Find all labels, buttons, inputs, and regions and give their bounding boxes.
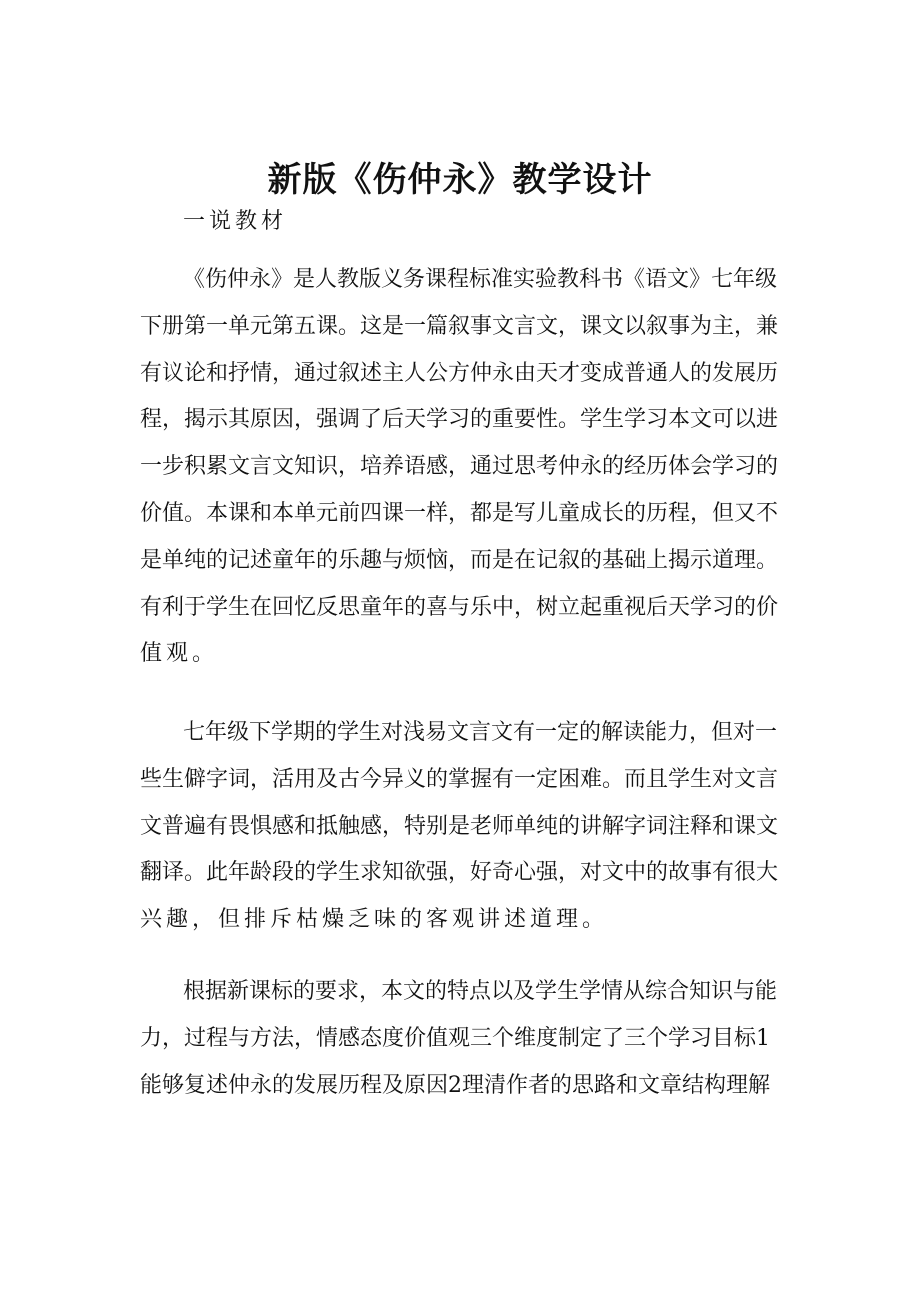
paragraph-line: 七年级下学期的学生对浅易文言文有一定的解读能力，但对一 bbox=[183, 720, 778, 745]
paragraph-line: 翻译。此年龄段的学生求知欲强，好奇心强，对文中的故事有很大 bbox=[140, 860, 779, 886]
document-title: 新版《伤仲永》教学设计 bbox=[267, 160, 653, 200]
paragraph-line: 文普遍有畏惧感和抵触感，特别是老师单纯的讲解字词注释和课文 bbox=[140, 813, 779, 839]
paragraph-line: 值观。 bbox=[140, 641, 219, 667]
paragraph-line: 程，揭示其原因，强调了后天学习的重要性。学生学习本文可以进 bbox=[140, 407, 779, 433]
paragraph-line: 些生僻字词，活用及古今异义的掌握有一定困难。而且学生对文言 bbox=[140, 766, 779, 792]
paragraph-line: 能够复述仲永的发展历程及原因2理清作者的思路和文章结构理解 bbox=[140, 1072, 770, 1098]
paragraph-line: 下册第一单元第五课。这是一篇叙事文言文，课文以叙事为主，兼 bbox=[140, 313, 779, 339]
section-heading: 一说教材 bbox=[183, 209, 288, 234]
paragraph-line: 是单纯的记述童年的乐趣与烦恼，而是在记叙的基础上揭示道理。 bbox=[140, 547, 779, 573]
paragraph-line: 一步积累文言文知识，培养语感，通过思考仲永的经历体会学习的 bbox=[140, 454, 779, 480]
paragraph-line: 《伤仲永》是人教版义务课程标准实验教科书《语文》七年级 bbox=[183, 267, 778, 292]
paragraph-line: 根据新课标的要求，本文的特点以及学生学情从综合知识与能 bbox=[183, 979, 778, 1004]
paragraph-line: 有议论和抒情，通过叙述主人公方仲永由天才变成普通人的发展历 bbox=[140, 360, 779, 386]
paragraph-line: 兴趣，但排斥枯燥乏味的客观讲述道理。 bbox=[140, 907, 609, 933]
paragraph-line: 价值。本课和本单元前四课一样，都是写儿童成长的历程，但又不 bbox=[140, 501, 779, 526]
paragraph-line: 力，过程与方法，情感态度价值观三个维度制定了三个学习目标1 bbox=[140, 1025, 770, 1051]
paragraph-line: 有利于学生在回忆反思童年的喜与乐中，树立起重视后天学习的价 bbox=[140, 594, 779, 620]
